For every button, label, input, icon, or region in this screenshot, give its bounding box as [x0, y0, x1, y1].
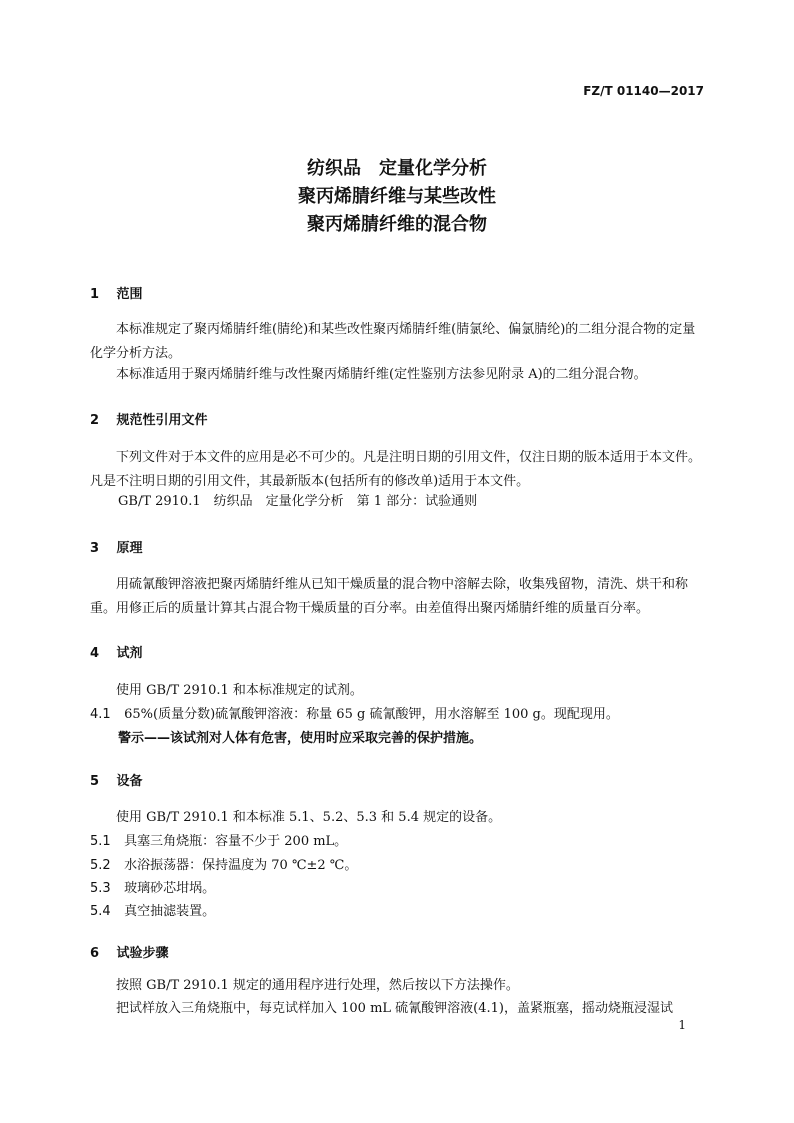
section-4-paragraph-1: 使用 GB/T 2910.1 和本标准规定的试剂。: [116, 683, 363, 698]
section-2-paragraph-1: 下列文件对于本文件的应用是必不可少的。凡是注明日期的引用文件，仅注日期的版本适用于本文件。凡是不注明日期的引用文件，其最新版本(包括所有的修改单)适用于本文件。: [90, 450, 702, 489]
title-line-1: 纺织品 定量化学分析: [307, 158, 487, 179]
title-line-3: 聚丙烯腈纤维的混合物: [307, 214, 487, 235]
clause-text: 65%(质量分数)硫氰酸钾溶液：称量 65 g 硫氰酸钾，用水溶解至 100 g。现配现用。: [124, 707, 619, 722]
clause-text: 真空抽滤装置。: [124, 904, 216, 919]
clause-number: 5.4: [90, 904, 111, 919]
normative-reference: GB/T 2910.1 纺织品 定量化学分析 第 1 部分：试验通则: [118, 494, 478, 509]
section-2-heading: [90, 409, 208, 428]
document-id: FZ/T 01140—2017: [583, 84, 704, 98]
section-number: 3: [90, 541, 100, 556]
section-6-paragraph-1: 按照 GB/T 2910.1 规定的通用程序进行处理，然后按以下方法操作。: [116, 978, 519, 993]
section-1-paragraph-1: 本标准规定了聚丙烯腈纤维(腈纶)和某些改性聚丙烯腈纤维(腈氯纶、偏氯腈纶)的二组分混合物的定量化学分析方法。: [90, 322, 696, 361]
clause-number: 5.1: [90, 834, 111, 849]
section-5-paragraph-1: 使用 GB/T 2910.1 和本标准 5.1、5.2、5.3 和 5.4 规定的设备。: [116, 810, 502, 825]
clause-number: 4.1: [90, 707, 111, 722]
section-6-heading: [90, 942, 169, 961]
section-title: 范围: [116, 287, 143, 302]
clause-5-1: [90, 830, 347, 854]
clause-4-1: [90, 703, 619, 727]
section-number: 5: [90, 774, 100, 789]
section-title: 试剂: [116, 646, 143, 661]
section-title: 原理: [116, 541, 143, 556]
section-number: 6: [90, 946, 100, 961]
section-1-heading: [90, 283, 143, 302]
section-title: 设备: [116, 774, 143, 789]
clause-5-2: [90, 854, 357, 878]
section-5-heading: [90, 770, 143, 789]
section-6-paragraph-2: 把试样放入三角烧瓶中，每克试样加入 100 mL 硫氰酸钾溶液(4.1)，盖紧瓶塞，摇动烧瓶浸湿试: [116, 1001, 673, 1016]
section-1-paragraph-2: 本标准适用于聚丙烯腈纤维与改性聚丙烯腈纤维(定性鉴别方法参见附录 A)的二组分混合物。: [116, 367, 647, 382]
section-title: 试验步骤: [116, 946, 169, 961]
section-4-heading: [90, 642, 143, 661]
title-line-2: 聚丙烯腈纤维与某些改性: [298, 186, 496, 207]
clause-5-3: [90, 877, 215, 901]
section-number: 1: [90, 287, 100, 302]
clause-5-4: [90, 900, 215, 924]
clause-number: 5.3: [90, 881, 111, 896]
section-3-paragraph-1: 用硫氰酸钾溶液把聚丙烯腈纤维从已知干燥质量的混合物中溶解去除，收集残留物，清洗、烘干和称重。用修正后的质量计算其占混合物干燥质量的百分率。由差值得出聚丙烯腈纤维的质量百分率。: [90, 577, 689, 616]
section-number: 4: [90, 646, 100, 661]
section-number: 2: [90, 413, 100, 428]
clause-text: 具塞三角烧瓶：容量不少于 200 mL。: [124, 834, 348, 849]
clause-text: 玻璃砂芯坩埚。: [124, 881, 216, 896]
safety-warning: 警示——该试剂对人体有危害，使用时应采取完善的保护措施。: [118, 731, 483, 746]
clause-number: 5.2: [90, 858, 111, 873]
page-number: 1: [678, 1018, 686, 1032]
section-3-heading: [90, 537, 143, 556]
clause-text: 水浴振荡器：保持温度为 70 ℃±2 ℃。: [124, 858, 358, 873]
section-title: 规范性引用文件: [116, 413, 208, 428]
